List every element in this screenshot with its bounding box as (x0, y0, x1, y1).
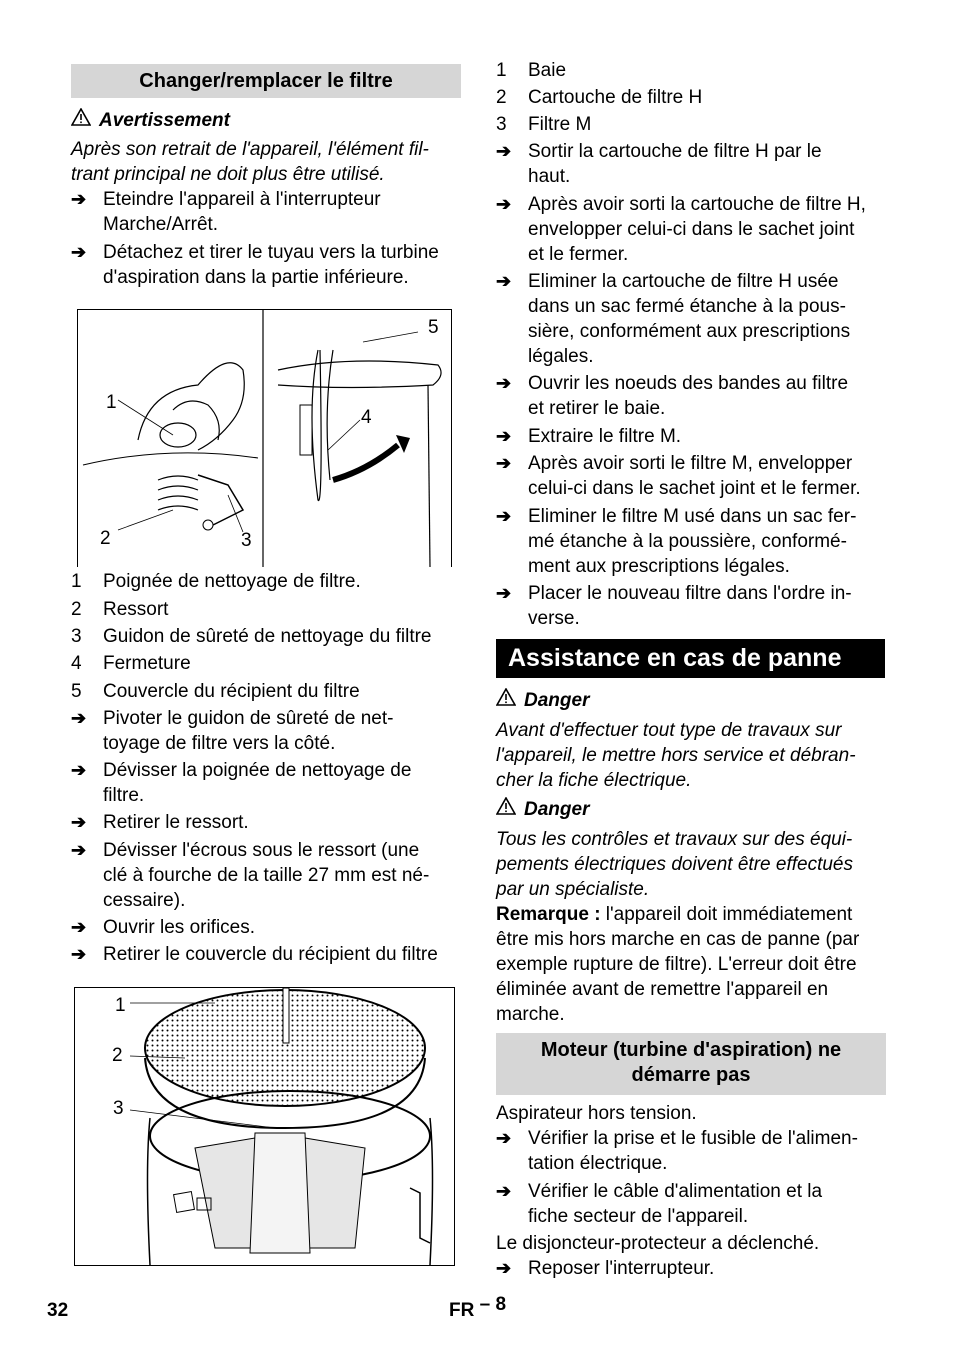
danger2-text-2: pements électriques doivent être effectués (496, 854, 853, 875)
figure1-callout-1: 1 (106, 392, 117, 413)
legend1-item-1: 1 Poignée de nettoyage de filtre. (71, 571, 361, 592)
arrow-right-icon: ➔ (496, 1258, 512, 1278)
subsection-title-motor: Moteur (turbine d'aspiration) ne démarre pas (496, 1033, 886, 1095)
figure-filter-handle (77, 309, 452, 567)
danger-heading-1: Danger (496, 688, 589, 713)
figure1-callout-3: 3 (241, 530, 252, 551)
note-line-2: être mis hors marche en cas de panne (par (496, 929, 860, 950)
figure2-callout-2: 2 (112, 1045, 123, 1066)
warning-label: Avertissement (99, 110, 230, 131)
arrow-right-icon: ➔ (496, 271, 512, 291)
warning-triangle-icon (496, 688, 516, 713)
warning-triangle-icon (71, 108, 91, 133)
arrow-right-icon: ➔ (496, 426, 512, 446)
arrow-right-icon: ➔ (496, 583, 512, 603)
arrow-right-icon: ➔ (496, 1128, 512, 1148)
cause-2: Le disjoncteur-protecteur a déclenché. (496, 1233, 820, 1254)
figure-filter-handle-drawing (78, 310, 451, 567)
danger-heading-2: Danger (496, 797, 589, 822)
legend1-item-4: 4 Fermeture (71, 653, 191, 674)
main-section-title: Assistance en cas de panne (496, 639, 885, 678)
arrow-right-icon: ➔ (496, 373, 512, 393)
warning-text-2: trant principal ne doit plus être utilisé. (71, 164, 385, 185)
arrow-right-icon: ➔ (71, 189, 87, 209)
arrow-right-icon: ➔ (71, 242, 87, 262)
warning-triangle-icon (496, 797, 516, 822)
figure2-callout-1: 1 (115, 995, 126, 1016)
legend2-item-1: 1 Baie (496, 60, 567, 81)
danger1-text-1: Avant d'effectuer tout type de travaux sur (496, 720, 842, 741)
legend1-item-5: 5 Couvercle du récipient du filtre (71, 681, 360, 702)
legend2-item-3: 3 Filtre M (496, 114, 592, 135)
legend1-item-2: 2 Ressort (71, 599, 169, 620)
cause-1: Aspirateur hors tension. (496, 1103, 697, 1124)
figure2-callout-3: 3 (113, 1098, 124, 1119)
danger2-text-1: Tous les contrôles et travaux sur des équi- (496, 829, 853, 850)
arrow-right-icon: ➔ (71, 760, 87, 780)
figure1-callout-4: 4 (361, 407, 372, 428)
footer-lang: FR – 8 (449, 1294, 507, 1321)
note-line-5: marche. (496, 1004, 565, 1025)
arrow-right-icon: ➔ (71, 812, 87, 832)
figure1-callout-2: 2 (100, 528, 111, 549)
danger1-text-3: cher la fiche électrique. (496, 770, 692, 791)
arrow-right-icon: ➔ (496, 1181, 512, 1201)
warning-heading (71, 108, 230, 133)
page-number: 32 (47, 1300, 69, 1321)
arrow-right-icon: ➔ (71, 840, 87, 860)
arrow-right-icon: ➔ (71, 708, 87, 728)
arrow-right-icon: ➔ (496, 141, 512, 161)
figure-filter-container (74, 987, 455, 1266)
arrow-right-icon: ➔ (71, 917, 87, 937)
legend2-item-2: 2 Cartouche de filtre H (496, 87, 703, 108)
warning-text-1: Après son retrait de l'appareil, l'élément fil- (71, 139, 429, 160)
section-title-filter: Changer/remplacer le filtre (71, 64, 461, 98)
danger2-text-3: par un spécialiste. (496, 879, 650, 900)
danger1-text-2: l'appareil, le mettre hors service et débran- (496, 745, 856, 766)
figure-filter-container-drawing (75, 988, 454, 1265)
legend1-item-3: 3 Guidon de sûreté de nettoyage du filtre (71, 626, 432, 647)
arrow-right-icon: ➔ (496, 194, 512, 214)
note-line-4: éliminée avant de remettre l'appareil en (496, 979, 829, 1000)
note-line-3: exemple rupture de filtre). L'erreur doit être (496, 954, 857, 975)
note-line-1: Remarque : l'appareil doit immédiatement (496, 904, 853, 925)
arrow-right-icon: ➔ (496, 453, 512, 473)
arrow-right-icon: ➔ (496, 506, 512, 526)
arrow-right-icon: ➔ (71, 944, 87, 964)
figure1-callout-5: 5 (428, 317, 439, 338)
